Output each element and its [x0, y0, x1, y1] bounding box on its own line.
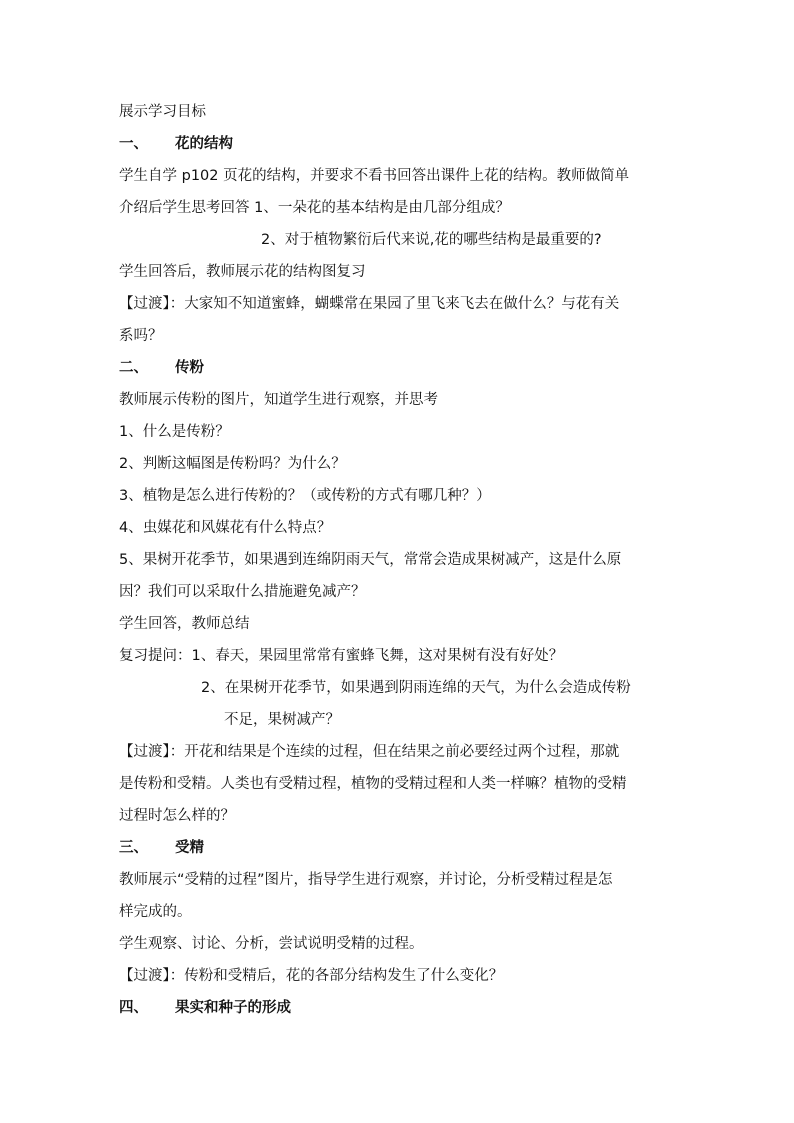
transition-line: 【过渡】：大家知不知道蜜蜂，蝴蝶常在果园了里飞来飞去在做什么？与花有关	[119, 296, 620, 312]
review-question: 不足，果树减产？	[224, 712, 340, 728]
list-item: 因？我们可以采取什么措施避免减产？	[119, 584, 366, 600]
paragraph-line: 学生回答，教师总结	[119, 616, 250, 632]
paragraph-line: 样完成的。	[119, 904, 192, 920]
transition-line: 过程时怎么样的？	[119, 808, 235, 824]
paragraph-line: 学生回答后，教师展示花的结构图复习	[119, 264, 366, 280]
list-item: 5、果树开花季节，如果遇到连绵阴雨天气，常常会造成果树减产，这是什么原	[119, 552, 622, 568]
section-number-3: 三、	[119, 840, 148, 856]
transition-line: 【过渡】：传粉和受精后，花的各部分结构发生了什么变化？	[119, 968, 504, 984]
review-question: 2、在果树开花季节，如果遇到阴雨连绵的天气，为什么会造成传粉	[201, 680, 631, 696]
section-heading-4	[119, 998, 291, 1018]
list-item: 4、虫媒花和风媒花有什么特点？	[119, 520, 332, 536]
paragraph-line: 介绍后学生思考回答 1、一朵花的基本结构是由几部分组成？	[119, 200, 510, 216]
section-title-2: 传粉	[175, 360, 204, 376]
paragraph-line: 2、对于植物繁衍后代来说,花的哪些结构是最重要的?	[261, 232, 602, 248]
heading-learning-goals: 展示学习目标	[119, 104, 206, 120]
transition-line: 系吗？	[119, 328, 163, 344]
transition-line: 是传粉和受精。人类也有受精过程，植物的受精过程和人类一样嘛？植物的受精	[119, 776, 627, 792]
paragraph-line: 教师展示“受精的过程”图片，指导学生进行观察，并讨论，分析受精过程是怎	[119, 872, 613, 888]
section-number-1: 一、	[119, 136, 148, 152]
list-item: 2、判断这幅图是传粉吗？为什么？	[119, 456, 346, 472]
list-item: 3、植物是怎么进行传粉的？（或传粉的方式有哪几种？）	[119, 488, 491, 504]
section-title-3: 受精	[175, 840, 204, 856]
paragraph-line: 教师展示传粉的图片，知道学生进行观察，并思考	[119, 392, 438, 408]
section-heading-3	[119, 838, 204, 858]
transition-line: 【过渡】：开花和结果是个连续的过程，但在结果之前必要经过两个过程，那就	[119, 744, 620, 760]
paragraph-line: 学生自学 p102 页花的结构，并要求不看书回答出课件上花的结构。教师做简单	[119, 168, 630, 184]
paragraph-line: 学生观察、讨论、分析，尝试说明受精的过程。	[119, 936, 424, 952]
section-number-2: 二、	[119, 360, 148, 376]
list-item: 1、什么是传粉？	[119, 424, 230, 440]
review-question: 复习提问：1、春天，果园里常常有蜜蜂飞舞，这对果树有没有好处？	[119, 648, 564, 664]
section-title-1: 花的结构	[175, 136, 233, 152]
section-title-4: 果实和种子的形成	[175, 1000, 291, 1016]
section-heading-1	[119, 134, 233, 154]
section-heading-2	[119, 358, 204, 378]
section-number-4: 四、	[119, 1000, 148, 1016]
